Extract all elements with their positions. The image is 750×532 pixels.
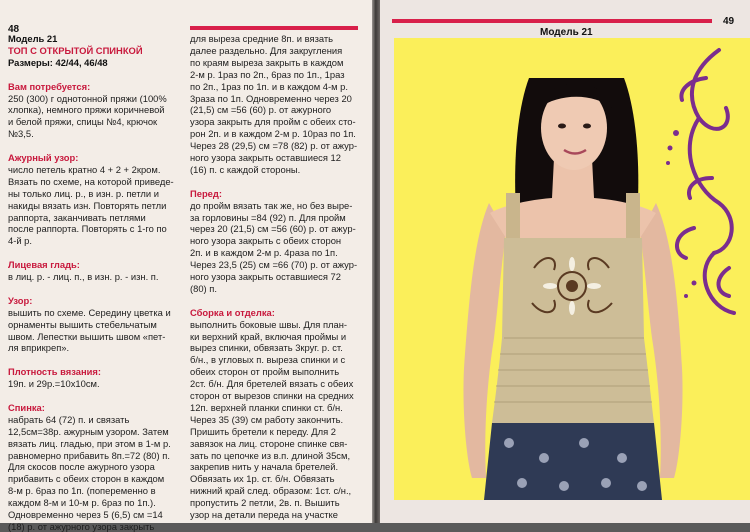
text-line: закрепив нить у начала бретелей. xyxy=(190,461,339,473)
text-line: каждом 8-м и 10-м р. 6раз по 1п.). xyxy=(8,497,156,509)
header-rule-left xyxy=(190,26,358,30)
text-line: 12,5см=38р. ажурным узором. Затем xyxy=(8,425,169,437)
text-line: вышить по схеме. Середину цветка и xyxy=(8,306,171,318)
text-line: хлопка), немного пряжи коричневой xyxy=(8,104,165,116)
text-line: Для скосов после ажурного узора xyxy=(8,461,155,473)
section-heading: Лицевая гладь: xyxy=(8,259,80,271)
text-line: рон 2п. и в каждом 2-м р. 10раз по 1п. xyxy=(190,128,356,140)
text-line: 8-м р. 6раз по 1п. (попеременно в xyxy=(8,485,156,497)
text-line: накиды вязать изн. Повторять петли xyxy=(8,199,167,211)
text-line: 2-м р. 1раз по 2п., 6раз по 1п., 1раз xyxy=(190,68,345,80)
text-line: в лиц. р. - лиц. п., в изн. р. - изн. п. xyxy=(8,271,159,282)
text-line: прибавить с обеих сторон в каждом xyxy=(8,473,165,485)
purple-swirl-ornament xyxy=(677,50,734,313)
text-line: 12п. верхней планки спинки ст. б/н. xyxy=(190,401,343,413)
text-line: пропустить 2 петли, 2в. п. Вышить xyxy=(190,497,340,509)
text-line: 2п. и в каждом 2-м р. 4раза по 1п. xyxy=(190,247,338,259)
text-line: Вязать по схеме, на которой приведе- xyxy=(8,175,174,187)
text-line: и белой пряжи, спицы №4, крючок xyxy=(8,116,158,128)
text-line: Через 23,5 (25) см =66 (70) р. от ажур- xyxy=(190,259,358,271)
text-line: №3,5. xyxy=(8,128,34,140)
page-number-right: 49 xyxy=(723,16,735,27)
text-line: далее раздельно. Для закругления xyxy=(190,44,343,56)
text-line: до пройм вязать так же, но без выре- xyxy=(190,199,353,211)
text-line: б/н., в угловых п. выреза спинки и с xyxy=(190,354,346,366)
model-photo xyxy=(394,38,750,500)
book-spine xyxy=(372,0,380,523)
model-illustration xyxy=(394,38,750,500)
text-line: число петель кратно 4 + 2 + 2кром. xyxy=(8,163,161,175)
left-strap xyxy=(506,193,520,243)
text-line: 2ст. б/н. Для бретелей вязать с обеих xyxy=(190,378,354,390)
text-line: ного узора закрыть оставшиеся 72 xyxy=(190,271,341,282)
text-line: зать по цепочке из в.п. длиной 35см, xyxy=(190,449,351,461)
text-line: выполнить боковые швы. Для план- xyxy=(190,318,348,330)
text-line: набрать 64 (72) п. и связать xyxy=(8,413,130,425)
text-line: по 2п., 1раз по 1п. и в каждом 4-м р. xyxy=(190,80,348,92)
text-line: (16) п. с каждой стороны. xyxy=(190,163,301,175)
text-line: швом. Лепестки вышить швом «пет- xyxy=(8,330,166,342)
text-line: сторон от вырезов спинки на средних xyxy=(190,390,354,401)
section-heading: Сборка и отделка: xyxy=(190,306,275,318)
text-line: орнаменты вышить стебельчатым xyxy=(8,318,157,330)
text-line: Модель 21 xyxy=(8,33,58,44)
text-line: после раппорта. Повторять с 1-го по xyxy=(8,223,167,235)
text-line: ного узора закрыть оставшиеся 12 xyxy=(190,152,341,163)
patterned-skirt xyxy=(484,423,662,500)
model-label: Модель 21 xyxy=(540,27,593,38)
text-line: 3раза по 1п. Одновременно через 20 xyxy=(190,92,352,104)
text-line: (80) п. xyxy=(190,282,217,294)
left-page xyxy=(0,0,372,532)
text-line: ны только лиц. р., в изн. р. петли и xyxy=(8,187,159,199)
text-line: 19п. и 29р.=10х10см. xyxy=(8,378,100,390)
text-line: Через 28 (29,5) см =78 (82) р. от ажур- xyxy=(190,140,358,152)
text-line: ного узора закрыть с обеих сторон xyxy=(190,235,342,247)
text-line: по краям выреза закрыть в каждом xyxy=(190,56,344,68)
text-line: для выреза средние 8п. и вязать xyxy=(190,33,334,44)
text-line: 4-й р. xyxy=(8,235,32,247)
text-line: раппорта, заканчивать петлями xyxy=(8,211,146,223)
section-heading: Спинка: xyxy=(8,401,45,413)
text-line: Пришить бретели к переду. Для 2 xyxy=(190,425,336,437)
text-line: 250 (300) г однотонной пряжи (100% xyxy=(8,92,167,104)
text-line: ки верхний край, включая проймы и xyxy=(190,330,347,342)
text-line: Через 35 (39) см работу закончить. xyxy=(190,413,344,425)
section-heading: ТОП С ОТКРЫТОЙ СПИНКОЙ xyxy=(8,44,143,56)
text-line: нижний край след. образом: 1ст. с/н., xyxy=(190,485,352,497)
header-rule-right xyxy=(392,19,712,23)
text-line: завязок на лиц. стороне спинке свя- xyxy=(190,437,348,449)
text-line: узор на детали переда на участке xyxy=(190,509,338,520)
text-line: (18) р. от ажурного узора закрыть xyxy=(8,520,155,532)
section-heading: Узор: xyxy=(8,294,33,306)
text-line: через 20 (21,5) см =56 (60) р. от ажур- xyxy=(190,223,356,235)
text-line: за горловины =84 (92) п. Для пройм xyxy=(190,211,346,223)
text-line: вязать лиц. гладью, при этом в 1-м р. xyxy=(8,437,171,449)
text-line: Размеры: 42/44, 46/48 xyxy=(8,56,108,68)
text-line: обеих сторон от пройм выполнить xyxy=(190,366,340,378)
page-number-left: 48 xyxy=(8,24,20,35)
right-page xyxy=(380,0,750,523)
right-strap xyxy=(626,193,640,243)
text-line: вырез спинки, обвязать 3круг. р. ст. xyxy=(190,342,343,354)
section-heading: Плотность вязания: xyxy=(8,366,101,378)
text-line: ля вприкреп». xyxy=(8,342,70,354)
text-line: (21,5) см =56 (60) р. от ажурного xyxy=(190,104,332,116)
section-heading: Перед: xyxy=(190,187,222,199)
text-line: узора закрыть для пройм с обеих сто- xyxy=(190,116,356,128)
section-heading: Ажурный узор: xyxy=(8,152,79,163)
text-line: Обвязать их 1р. ст. б/н. Обвязать xyxy=(190,473,335,485)
text-line: Одновременно через 5 (6,5) см =14 xyxy=(8,509,163,520)
section-heading: Вам потребуется: xyxy=(8,80,91,92)
text-line: равномерно прибавить 8п.=72 (80) п. xyxy=(8,449,170,461)
